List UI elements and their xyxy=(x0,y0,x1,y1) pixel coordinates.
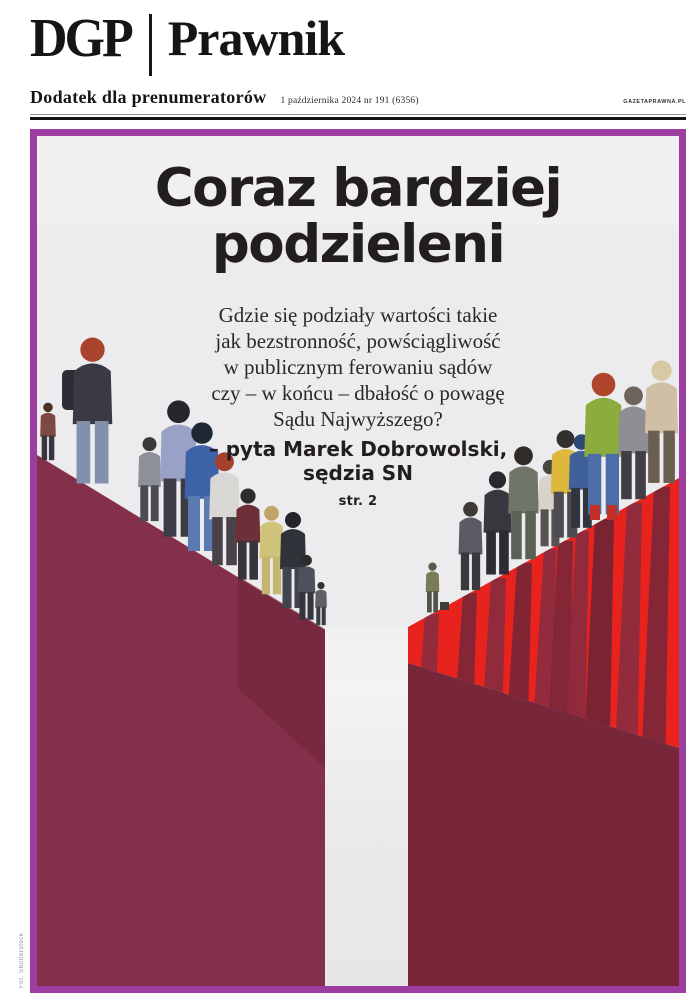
prawnik-logo: Prawnik xyxy=(167,10,345,66)
poster-text-block xyxy=(37,136,679,509)
logo-divider xyxy=(149,14,152,76)
photo-credit: Fot. Shutterstock xyxy=(19,932,25,988)
header-rule-thick xyxy=(30,117,686,120)
person-silhouette xyxy=(315,582,327,625)
cover-poster xyxy=(30,129,686,993)
person-silhouette xyxy=(260,506,284,594)
masthead xyxy=(30,8,686,80)
subscriber-subtitle: Dodatek dla prenumeratorów xyxy=(30,87,267,107)
headline-line-2: podzieleni xyxy=(211,213,505,275)
site-url: GAZETAPRAWNA.PL xyxy=(623,99,686,105)
header-subline xyxy=(30,87,686,108)
byline-line-1: – pyta Marek Dobrowolski, xyxy=(208,437,508,462)
headline xyxy=(37,158,679,275)
page-reference: str. 2 xyxy=(338,494,378,510)
deck-line: Sądu Najwyższego? xyxy=(273,406,443,431)
header-rule-thin xyxy=(30,114,686,115)
person-silhouette xyxy=(426,563,440,613)
deck xyxy=(37,303,679,432)
chasm-gap xyxy=(325,626,408,986)
dgp-logo: DGP xyxy=(30,8,131,69)
byline-line-2: sędzia SN xyxy=(303,461,413,486)
deck-line: Gdzie się podziały wartości takie xyxy=(218,303,498,328)
page-header xyxy=(30,8,686,120)
cliff-right-shape xyxy=(408,478,679,986)
deck-line: w publicznym ferowaniu sądów xyxy=(223,354,493,379)
briefcase xyxy=(440,602,449,610)
deck-line: czy – w końcu – dbałość o powagę xyxy=(211,380,505,405)
headline-line-1: Coraz bardziej xyxy=(154,158,562,219)
deck-line: jak bezstronność, powściągliwość xyxy=(215,329,501,354)
issue-date: 1 października 2024 nr 191 (6356) xyxy=(280,96,419,106)
person-silhouette xyxy=(459,502,483,590)
byline xyxy=(37,437,679,485)
